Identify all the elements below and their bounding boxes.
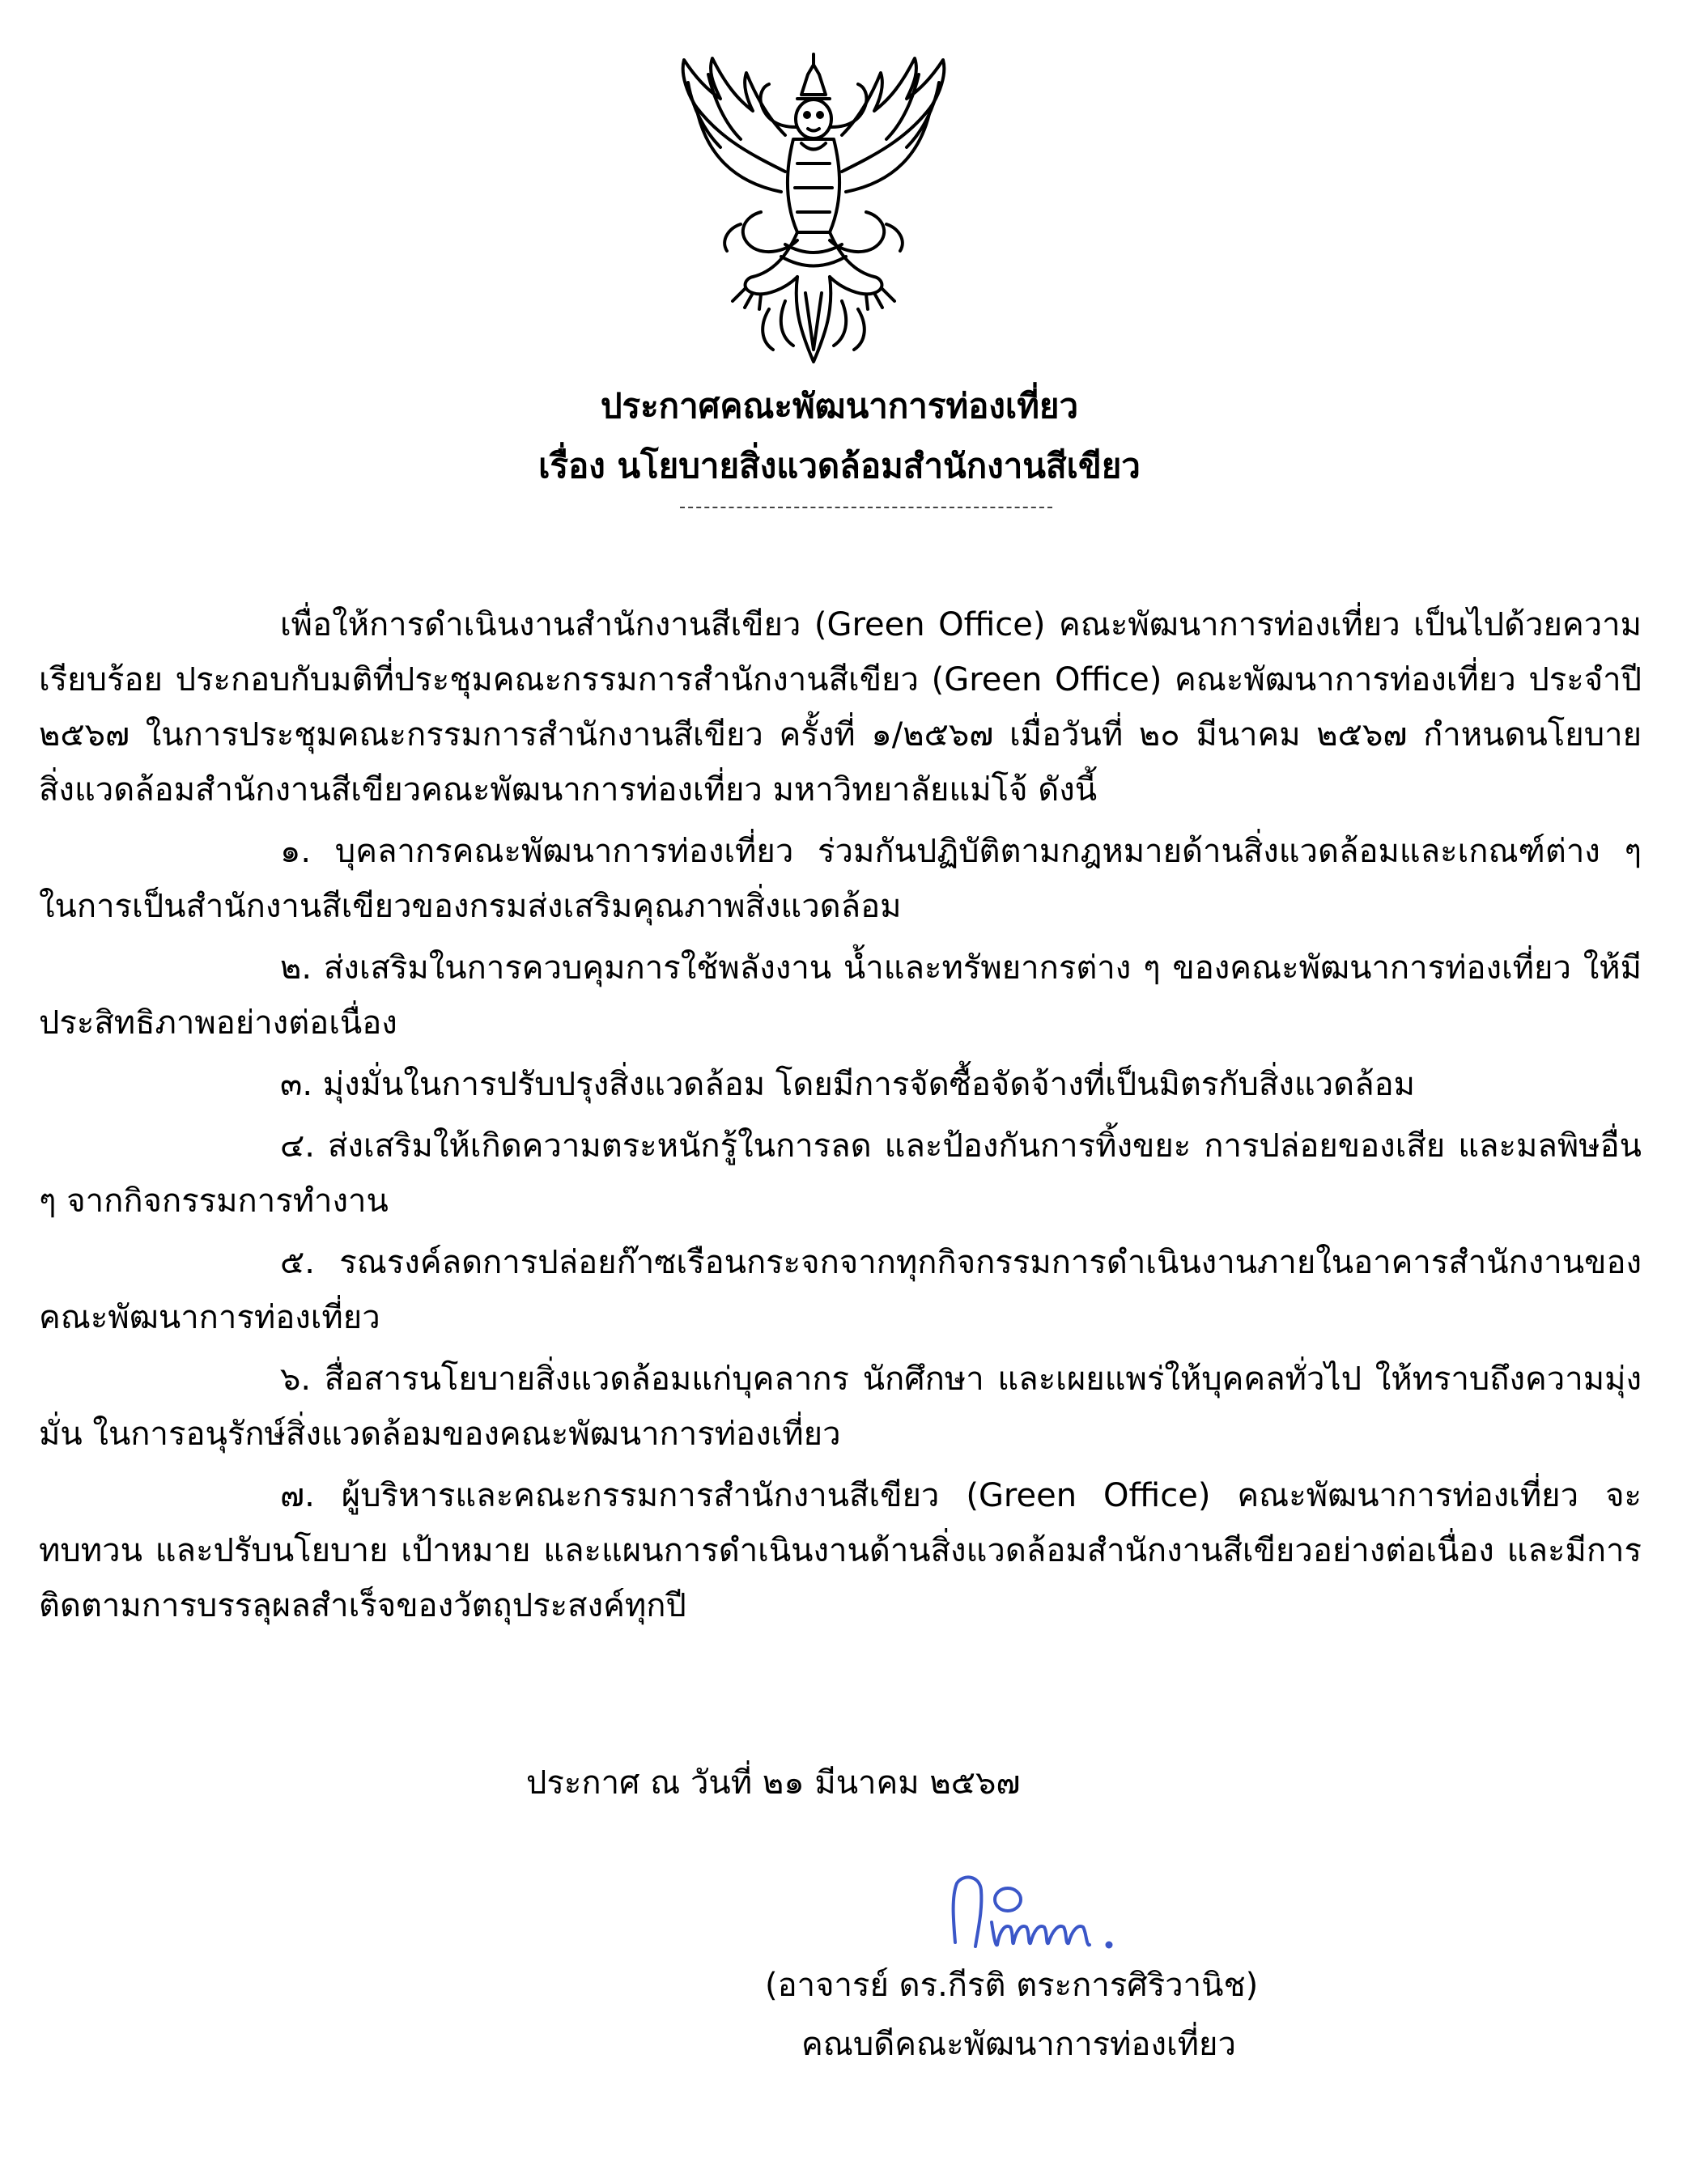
signer-name: (อาจารย์ ดร.กีรติ ตระการศิริวานิช) [765,1967,1259,2004]
policy-item-3: ๓. มุ่งมั่นในการปรับปรุงสิ่งแวดล้อม โดยมีการจัดซื้อจัดจ้างที่เป็นมิตรกับสิ่งแวดล้อม [280,1066,1416,1103]
garuda-emblem-icon [664,50,963,374]
policy-item-6: ๖. สื่อสารนโยบายสิ่งแวดล้อมแก่บุคลากร นักศึกษา และเผยแพร่ให้บุคคลทั่วไป ให้ทราบถึงความมุ่งมั่น ในการอนุรักษ์สิ่งแวดล้อมของคณะพัฒนาการท่องเที่ยว [39,1361,1642,1453]
title-separator [680,507,1052,508]
intro-paragraph: เพื่อให้การดำเนินงานสำนักงานสีเขียว (Green Office) คณะพัฒนาการท่องเที่ยว เป็นไปด้วยความเรียบร้อย ประกอบกับมติที่ประชุมคณะกรรมการสำนักงานสีเขียว (Green Office) คณะพัฒนาการท่องเที่ยว ประจำปี ๒๕๖๗ ในการประชุมคณะกรรมการสำนักงานสีเขียว ครั้งที่ ๑/๒๕๖๗ เมื่อวันที่ ๒๐ มีนาคม ๒๕๖๗ กำหนดนโยบาย สิ่งแวดล้อมสำนักงานสีเขียวคณะพัฒนาการท่องเที่ยว มหาวิทยาลัยแม่โจ้ ดังนี้ [39,606,1642,809]
policy-item-4: ๔. ส่งเสริมให้เกิดความตระหนักรู้ในการลด และป้องกันการทิ้งขยะ การปล่อยของเสีย และมลพิษอื่น ๆ จากกิจกรรมการทำงาน [39,1127,1642,1220]
policy-item-7: ๗. ผู้บริหารและคณะกรรมการสำนักงานสีเขียว (Green Office) คณะพัฒนาการท่องเที่ยว จะทบทวน และปรับนโยบาย เป้าหมาย และแผนการดำเนินงานด้านสิ่งแวดล้อมสำนักงานสีเขียวอย่างต่อเนื่อง และมีการติดตามการบรรลุผลสำเร็จของวัตถุประสงค์ทุกปี [39,1477,1642,1624]
document-subject: เรื่อง นโยบายสิ่งแวดล้อมสำนักงานสีเขียว [538,446,1141,486]
announcement-date: ประกาศ ณ วันที่ ๒๑ มีนาคม ๒๕๖๗ [526,1764,1021,1802]
policy-item-2: ๒. ส่งเสริมในการควบคุมการใช้พลังงาน น้ำและทรัพยากรต่าง ๆ ของคณะพัฒนาการท่องเที่ยว ให้มีประสิทธิภาพอย่างต่อเนื่อง [39,949,1642,1042]
policy-item-1: ๑. บุคลากรคณะพัฒนาการท่องเที่ยว ร่วมกันปฏิบัติตามกฎหมายด้านสิ่งแวดล้อมและเกณฑ์ต่าง ๆ ในการเป็นสำนักงานสีเขียวของกรมส่งเสริมคุณภาพสิ่งแวดล้อม [39,833,1642,925]
document-title: ประกาศคณะพัฒนาการท่องเที่ยว [600,386,1079,426]
document-body [39,597,1642,1640]
signature-icon [939,1866,1141,1963]
policy-item-5: ๕. รณรงค์ลดการปล่อยก๊าซเรือนกระจกจากทุกกิจกรรมการดำเนินงานภายในอาคารสำนักงานของคณะพัฒนาการท่องเที่ยว [39,1244,1642,1336]
signer-title: คณบดีคณะพัฒนาการท่องเที่ยว [801,2026,1236,2063]
